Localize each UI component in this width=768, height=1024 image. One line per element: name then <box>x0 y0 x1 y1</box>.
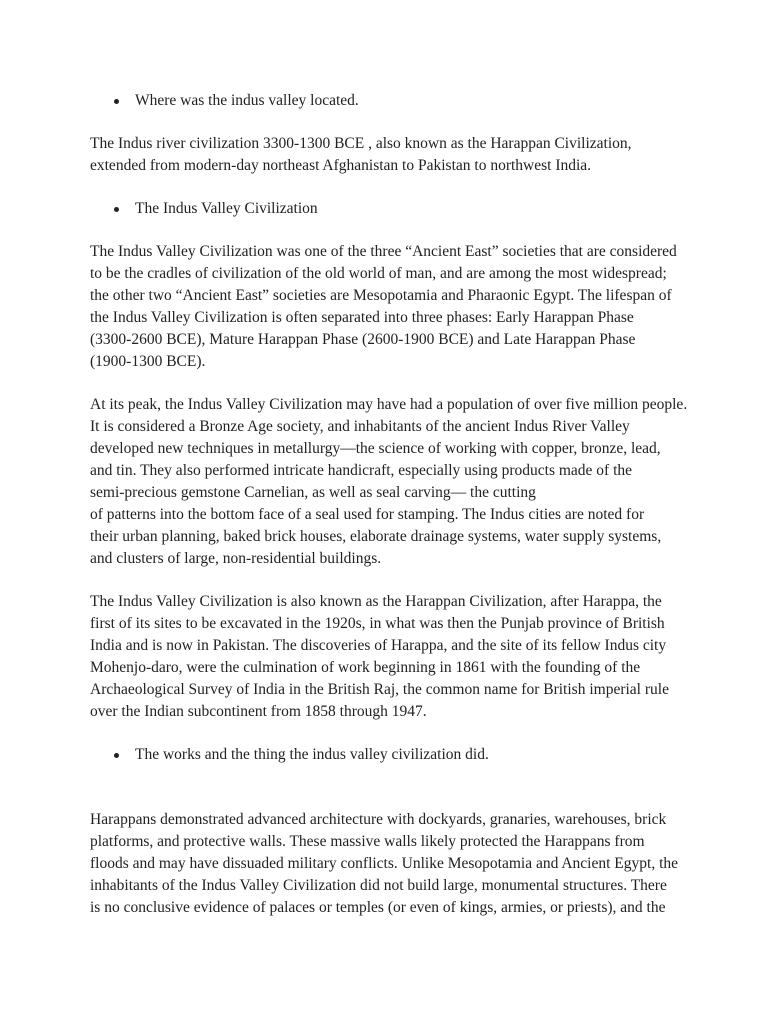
paragraph-ancient-east <box>90 241 690 373</box>
bullet-text: The works and the thing the indus valley civilization did. <box>135 746 489 763</box>
text-line: (1900-1300 BCE). <box>90 353 206 370</box>
text-line: floods and may have dissuaded military conflicts. Unlike Mesopotamia and Ancient Egypt, the <box>90 855 679 872</box>
text-line: developed new techniques in metallurgy—the science of working with copper, bronze, lead, <box>90 440 661 457</box>
text-line: their urban planning, baked brick houses, elaborate drainage systems, water supply systems, <box>90 528 662 545</box>
text-line: over the Indian subcontinent from 1858 through 1947. <box>90 703 427 720</box>
text-line: platforms, and protective walls. These massive walls likely protected the Harappans from <box>90 833 645 850</box>
text-line: The Indus river civilization 3300-1300 BCE , also known as the Harappan Civilization, <box>90 135 632 152</box>
bullet-item <box>90 90 690 112</box>
text-line: The Indus Valley Civilization was one of the three “Ancient East” societies that are considered <box>90 243 677 260</box>
text-line: It is considered a Bronze Age society, and inhabitants of the ancient Indus River Valley <box>90 418 630 435</box>
bullet-text: The Indus Valley Civilization <box>135 200 318 217</box>
text-line: India and is now in Pakistan. The discoveries of Harappa, and the site of its fellow Indus city <box>90 637 667 654</box>
text-line: semi-precious gemstone Carnelian, as well as seal carving— the cutting <box>90 484 536 501</box>
text-line: (3300-2600 BCE), Mature Harappan Phase (2600-1900 BCE) and Late Harappan Phase <box>90 331 636 348</box>
paragraph-bronze-age <box>90 394 690 570</box>
text-line: The Indus Valley Civilization is also known as the Harappan Civilization, after Harappa, the <box>90 593 662 610</box>
bullet-dot-icon <box>114 753 119 758</box>
paragraph-architecture <box>90 809 690 919</box>
text-line: and tin. They also performed intricate handicraft, especially using products made of the <box>90 462 633 479</box>
text-line: extended from modern-day northeast Afghanistan to Pakistan to northwest India. <box>90 157 592 174</box>
text-line: At its peak, the Indus Valley Civilization may have had a population of over five million people. <box>90 396 688 413</box>
text-line: Harappans demonstrated advanced architecture with dockyards, granaries, warehouses, brick <box>90 811 667 828</box>
document-page <box>90 90 690 919</box>
text-line: Mohenjo-daro, were the culmination of work beginning in 1861 with the founding of the <box>90 659 641 676</box>
bullet-text: Where was the indus valley located. <box>135 92 359 109</box>
text-line: inhabitants of the Indus Valley Civilization did not build large, monumental structures. There <box>90 877 667 894</box>
text-line: of patterns into the bottom face of a seal used for stamping. The Indus cities are noted for <box>90 506 645 523</box>
paragraph-location <box>90 133 690 177</box>
text-line: the other two “Ancient East” societies are Mesopotamia and Pharaonic Egypt. The lifespan of <box>90 287 672 304</box>
text-line: and clusters of large, non-residential buildings. <box>90 550 382 567</box>
text-line: the Indus Valley Civilization is often separated into three phases: Early Harappan Phase <box>90 309 634 326</box>
bullet-dot-icon <box>114 207 119 212</box>
text-line: Archaeological Survey of India in the British Raj, the common name for British imperial rule <box>90 681 669 698</box>
bullet-item <box>90 198 690 220</box>
bullet-item <box>90 744 690 766</box>
bullet-dot-icon <box>114 99 119 104</box>
text-line: to be the cradles of civilization of the old world of man, and are among the most widespread; <box>90 265 667 282</box>
paragraph-harappa <box>90 591 690 723</box>
text-line: first of its sites to be excavated in the 1920s, in what was then the Punjab province of British <box>90 615 665 632</box>
text-line: is no conclusive evidence of palaces or temples (or even of kings, armies, or priests), and the <box>90 899 666 916</box>
